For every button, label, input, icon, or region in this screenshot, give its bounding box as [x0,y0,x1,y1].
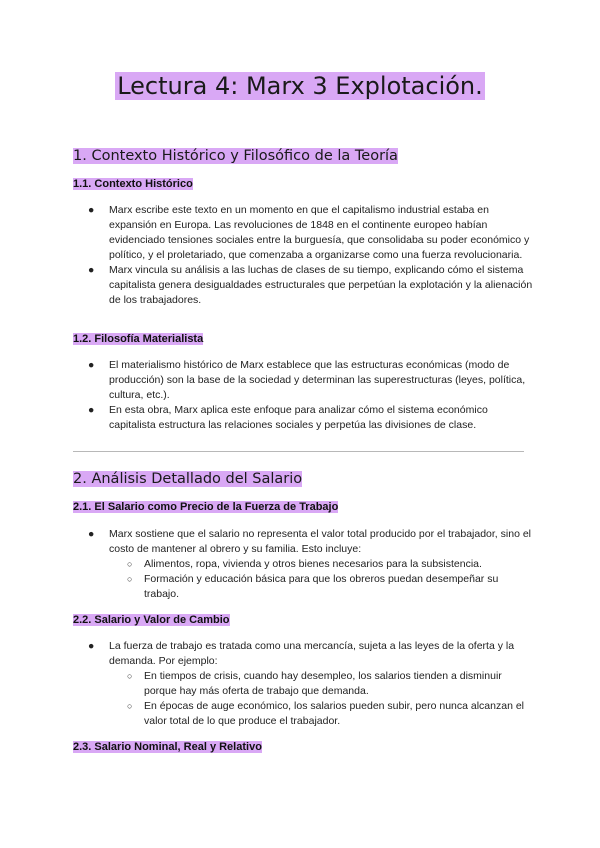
bullet-icon: ● [88,264,95,276]
subbullet-icon: ○ [127,574,133,584]
bullet-list-2-2 [73,639,533,729]
subbullet-icon: ○ [127,671,133,681]
subsection-heading-1-2: 1.2. Filosofía Materialista [73,333,204,345]
bullet-icon: ● [88,640,95,652]
list-item: ○ Alimentos, ropa, vivienda y otros bienes necesarios para la subsistencia. [127,558,482,570]
list-item: ○ En épocas de auge económico, los salarios pueden subir, pero nunca alcanzan el valor total de lo que produce el trabajador. [127,700,525,727]
list-item: ● En esta obra, Marx aplica este enfoque para analizar cómo el sistema económico capitalista estructura las relaciones sociales y perpetúa las divisiones de clase. [88,404,488,431]
list-item: ● El materialismo histórico de Marx establece que las estructuras económicas (modo de producción) son la base de la sociedad y determinan las superestructuras (leyes, política, cultura, etc.). [88,359,526,401]
subbullet-icon: ○ [127,701,133,711]
bullet-icon: ● [88,404,95,416]
bullet-icon: ● [88,359,95,371]
subsection-heading-1-1: 1.1. Contexto Histórico [73,178,193,190]
bullet-icon: ● [88,528,95,540]
list-item: ● Marx sostiene que el salario no representa el valor total producido por el trabajador, sino el costo de mantener al obrero y su familia. Esto incluye: [88,528,531,555]
bullet-list-1-2 [73,358,533,433]
subbullet-icon: ○ [127,559,133,569]
list-item: ○ Formación y educación básica para que los obreros puedan desempeñar su trabajo. [127,573,499,600]
subsection-heading-2-1: 2.1. El Salario como Precio de la Fuerza de Trabajo [73,501,339,513]
subsection-heading-2-3: 2.3. Salario Nominal, Real y Relativo [73,741,262,753]
bullet-icon: ● [88,204,95,216]
list-item: ● Marx escribe este texto en un momento en que el capitalismo industrial estaba en expansión en Europa. Las revoluciones de 1848 en el continente europeo habían evidenciado tensiones sociales entre la burguesía, que consolidaba su poder económico y político, y el proletariado, que comenzaba a organizarse como una fuerza revolucionaria. [88,204,530,261]
bullet-list-2-1 [73,527,533,602]
bullet-list-1-1 [73,203,533,308]
list-item: ○ En tiempos de crisis, cuando hay desempleo, los salarios tienden a disminuir porque hay más oferta de trabajo que demanda. [127,670,502,697]
document-title [0,71,600,101]
section-heading-1: 1. Contexto Histórico y Filosófico de la Teoría [73,148,398,164]
list-item: ● La fuerza de trabajo es tratada como una mercancía, sujeta a las leyes de la oferta y la demanda. Por ejemplo: [88,640,515,667]
list-item: ● Marx vincula su análisis a las luchas de clases de su tiempo, explicando cómo el sistema capitalista genera desigualdades estructurales que perpetúan la explotación y la alienación de los trabajadores. [88,264,533,306]
section-divider [73,451,524,452]
section-heading-2: 2. Análisis Detallado del Salario [73,471,303,487]
subsection-heading-2-2: 2.2. Salario y Valor de Cambio [73,614,230,626]
document-title-text: Lectura 4: Marx 3 Explotación. [117,72,483,100]
